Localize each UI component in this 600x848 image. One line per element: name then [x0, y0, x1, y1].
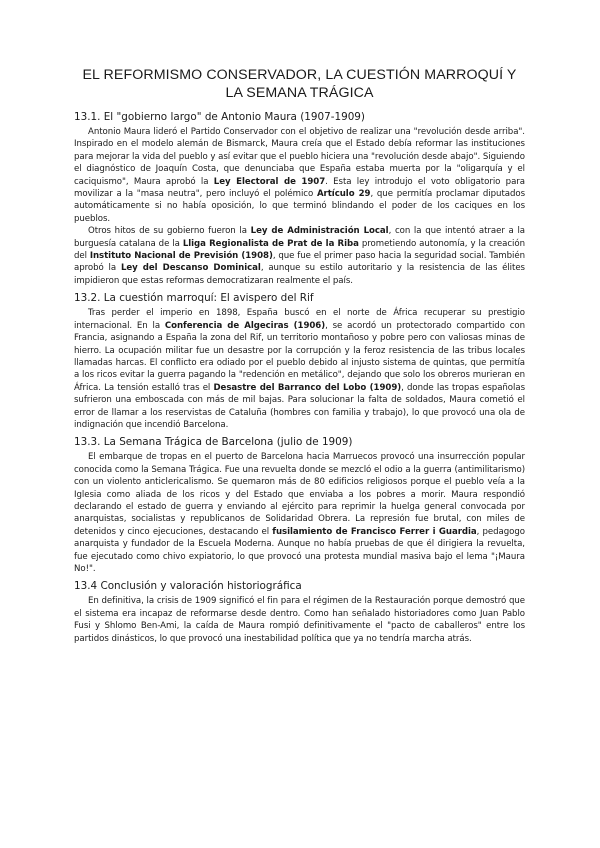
paragraph [74, 451, 525, 575]
text-run: . Esta ley introdujo el voto obligatorio para movilizar a la "masa neutra", pero incluyó el polémico [74, 176, 525, 200]
text-run: Tras perder el imperio en 1898, España buscó en el norte de África recuperar su prestigio internacional. En la [74, 308, 525, 331]
text-run: En definitiva, la crisis de 1909 significó el fin para el régimen de la Restauración porque demostró que el sistema era incapaz de reformarse desde dentro. Como han señalado historiadores como Juan Pablo Fusi y Shlomo Ben-Ami, la caída de Maura rompió definitivamente el "pacto de caballeros" entre los partidos dinásticos, lo que provocó una inestabilidad política que ya no tendría marcha atrás. [74, 596, 525, 644]
bold-term: Ley de Administración Local [250, 226, 389, 237]
section-heading: 13.4 Conclusión y valoración historiográfica [74, 580, 302, 593]
paragraph [74, 225, 525, 287]
text-run: prometiendo autonomía, y la creación del [74, 238, 525, 262]
document-body [74, 110, 525, 645]
text-run: Antonio Maura lideró el Partido Conservador con el objetivo de realizar una "revolución desde arriba". Inspirado en el modelo alemán de Bismarck, Maura creía que el Estado debía reformar las instituciones para mejorar la vida del pueblo y así evitar que el pueblo hiciera una "revolución desde abajo". Siguiendo el diagnóstico de Joaquín Costa, que denunciaba que España estaba muerta por la "oligarquía y el caciquismo", Maura aprobó la [74, 127, 525, 187]
text-run: , que permitía proclamar diputados automáticamente si no había oposición, lo que terminó blindando el poder de los caciques en los pueblos. [74, 189, 526, 224]
paragraph [74, 307, 525, 431]
bold-term: fusilamiento de Francisco Ferrer i Guardia [272, 526, 477, 537]
bold-term: Instituto Nacional de Previsión (1908) [89, 251, 273, 262]
text-run: , donde las tropas españolas sufrieron una emboscada con más de mil bajas. Para solucionar la falta de soldados, Maura cometió el error de llamar a los reservistas de Cataluña (hombres con familia y trabajo), lo que provocó una ola de indignación que incendió Barcelona. [74, 382, 525, 430]
text-run: , con la que intentó atraer a la burguesía catalana de la [74, 226, 525, 249]
section-heading: 13.2. La cuestión marroquí: El avispero del Rif [74, 292, 314, 305]
bold-term: Artículo 29 [316, 189, 371, 200]
paragraph [74, 126, 525, 225]
text-run: Otros hitos de su gobierno fueron la [88, 226, 251, 237]
text-run: El embarque de tropas en el puerto de Barcelona hacia Marruecos provocó una insurrección popular conocida como la Semana Trágica. Fue una revuelta donde se mezcló el odio a la guerra (antimilitarismo) con un violento anticlericalismo. Se quemaron más de 80 edificios religiosos porque el pueblo veía a la Iglesia como aliada de los ricos y del Estado que enviaba a los pobres a morir. Maura respondió declarando el estado de guerra y enviando al ejército para reprimir la huelga general convocada por anarquistas, socialistas y republicanos de Solidaridad Obrera. La represión fue brutal, con miles de detenidos y cinco ejecuciones, destacando el [74, 452, 525, 537]
section-heading: 13.1. El "gobierno largo" de Antonio Maura (1907-1909) [74, 111, 365, 123]
text-run: , aunque su estilo autoritario y la resistencia de las élites impidieron que estas reformas democratizaran realmente el país. [74, 263, 525, 286]
bold-term: Conferencia de Algeciras (1906) [164, 320, 326, 331]
paragraph [74, 595, 525, 645]
bold-term: Ley del Descanso Dominical [120, 263, 261, 274]
text-run: , se acordó un protectorado compartido con Francia, asignando a España la zona del Rif, un territorio montañoso y pobre pero con valiosas minas de hierro. La ocupación militar fue un desastre por la corrupción y la feroz resistencia de las tribus locales llamadas harcas. El conflicto era odiado por el pueblo debido al injusto sistema de quintas, que permitía a los ricos evitar la guerra pagando la "redención en metálico", dejando que solo los obreros murieran en África. La tensión estalló tras el [74, 320, 526, 393]
document-title: EL REFORMISMO CONSERVADOR, LA CUESTIÓN MARROQUÍ Y LA SEMANA TRÁGICA [82, 67, 517, 101]
bold-term: Ley Electoral de 1907 [213, 176, 326, 187]
section-heading: 13.3. La Semana Trágica de Barcelona (julio de 1909) [74, 436, 353, 449]
bold-term: Desastre del Barranco del Lobo (1909) [213, 382, 402, 393]
bold-term: Lliga Regionalista de Prat de la Riba [182, 238, 359, 249]
text-run: , pedagogo anarquista y fundador de la Escuela Moderna. Aunque no había pruebas de que él dirigiera la revuelta, fue ejecutado como chivo expiatorio, lo que provocó una protesta mundial masiva bajo el lema "¡Maura No!". [74, 526, 525, 574]
text-run: , que fue el primer paso hacia la seguridad social. También aprobó la [74, 251, 525, 274]
